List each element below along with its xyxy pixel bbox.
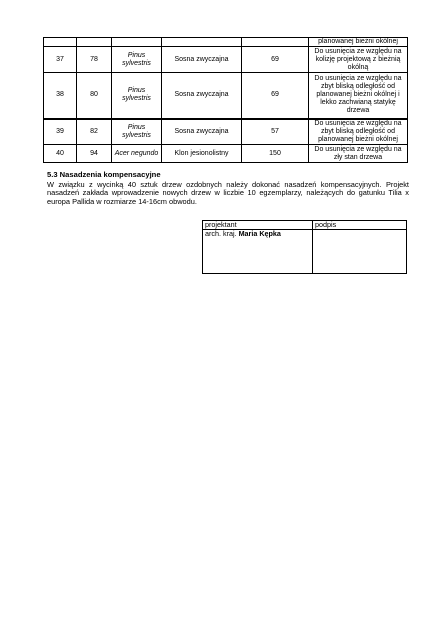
cell-inventory: 82 (77, 119, 112, 145)
table-row (44, 73, 408, 119)
cell-inventory: 78 (77, 47, 112, 73)
cell-reason: Do usunięcia ze względu na kolizję projektową z bieżnią okólną (309, 47, 408, 73)
cell-latin-name: Pinus sylvestris (112, 47, 162, 73)
cell-inventory: 80 (77, 73, 112, 119)
cell-reason: Do usunięcia ze względu na zbyt bliską odległość od planowanej bieżni okólnej (309, 119, 408, 145)
cell-polish-name: Sosna zwyczajna (162, 73, 242, 119)
cell-circumference: 150 (242, 145, 309, 163)
cell-latin-name: Acer negundo (112, 145, 162, 163)
cell-number: 38 (44, 73, 77, 119)
cell-circumference: 57 (242, 119, 309, 145)
cell-reason: planowanej bieżni okólnej (309, 38, 408, 47)
compensation-section (47, 171, 409, 206)
table-row (44, 47, 408, 73)
signature-header: podpis (313, 221, 407, 230)
cell-number: 39 (44, 119, 77, 145)
cell-inventory: 94 (77, 145, 112, 163)
tree-removal-table (43, 37, 408, 163)
cell-circumference: 69 (242, 47, 309, 73)
cell-reason: Do usunięcia ze względu na zły stan drzewa (309, 145, 408, 163)
section-paragraph: W związku z wycinką 40 sztuk drzew ozdobnych należy dokonać nasadzeń kompensacyjnych. Projekt nasadzeń zakłada wprowadzenie nowych drzew w liczbie 10 egzemplarzy, należących do gatunku Tilia x europa Pallida w rozmiarze 14-16cm obwodu. (47, 179, 409, 206)
table-row-continued (44, 38, 408, 47)
designer-header: projektant (203, 221, 313, 230)
designer-name: Maria Kępka (238, 229, 281, 238)
cell-circumference: 69 (242, 73, 309, 119)
cell-latin-name: Pinus sylvestris (112, 73, 162, 119)
table-row (44, 119, 408, 145)
cell-polish-name: Klon jesionolistny (162, 145, 242, 163)
cell-reason: Do usunięcia ze względu na zbyt bliską odległość od planowanej bieżni okólnej i lekko zachwianą statykę drzewa (309, 73, 408, 119)
cell-number: 40 (44, 145, 77, 163)
designer-cell (203, 230, 313, 274)
signature-row (203, 230, 407, 274)
cell-latin-name: Pinus sylvestris (112, 119, 162, 145)
designer-title: arch. kraj. (205, 229, 239, 238)
signature-table (202, 220, 407, 274)
cell-number: 37 (44, 47, 77, 73)
signature-cell (313, 230, 407, 274)
section-heading: 5.3 Nasadzenia kompensacyjne (47, 170, 161, 179)
table-row (44, 145, 408, 163)
cell-polish-name: Sosna zwyczajna (162, 47, 242, 73)
cell-polish-name: Sosna zwyczajna (162, 119, 242, 145)
